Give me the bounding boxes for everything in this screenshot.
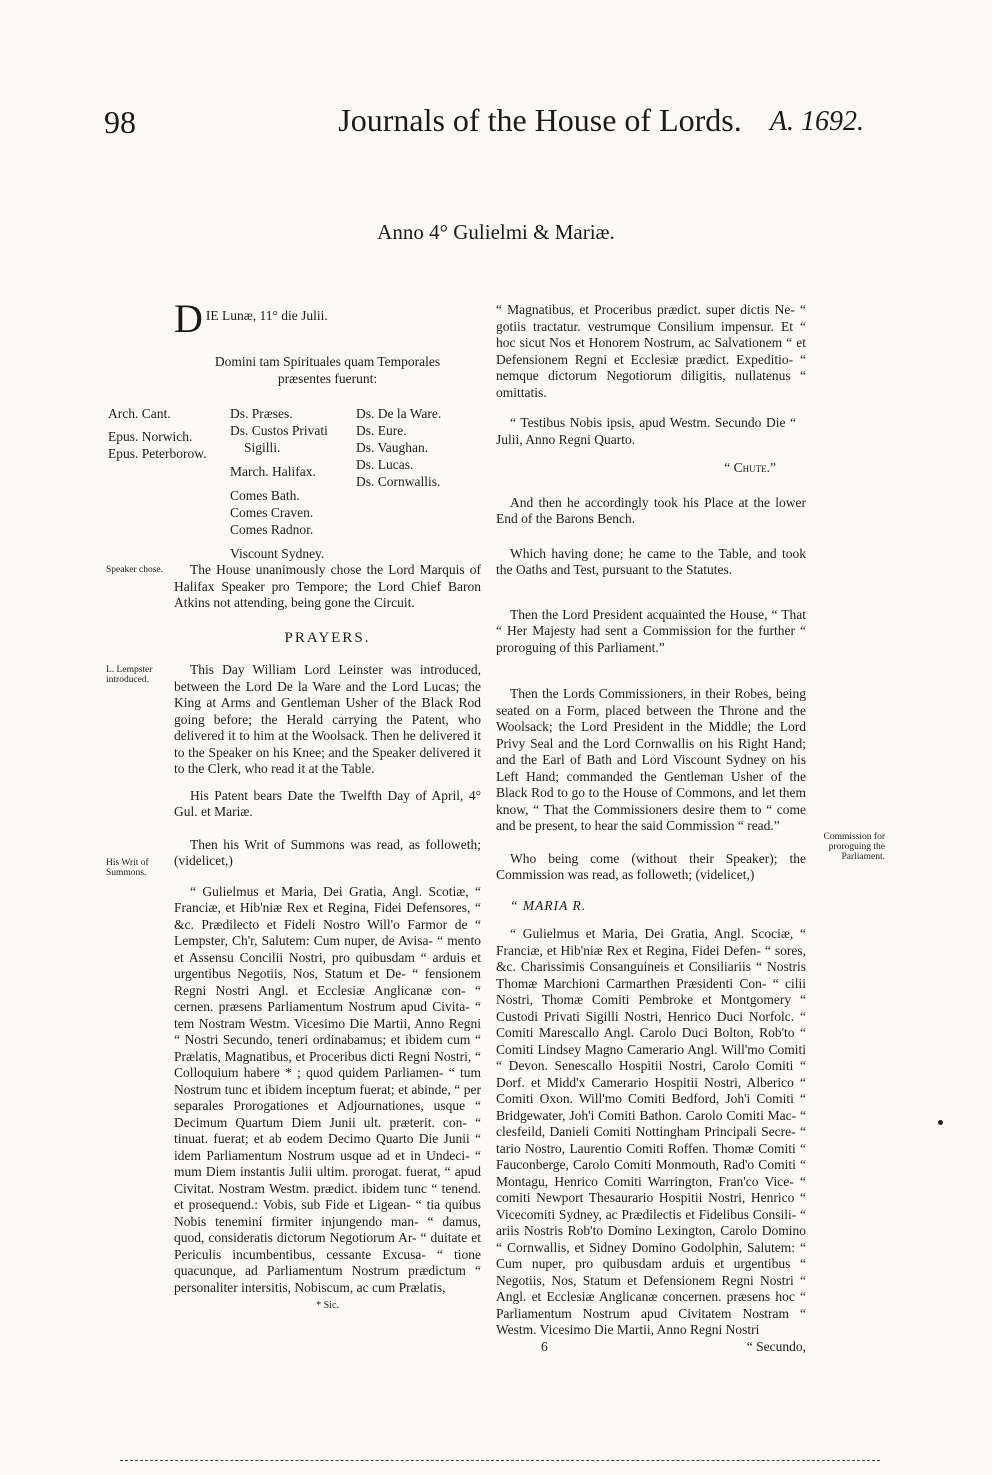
patent-paragraph: His Patent bears Date the Twelfth Day of April, 4° Gul. et Mariæ. xyxy=(174,787,481,819)
writ-intro: Then his Writ of Summons was read, as followeth; (videlicet,) xyxy=(174,836,481,868)
attendee: Ds. Præses. xyxy=(230,406,293,421)
place-paragraph: And then he accordingly took his Place at the lower End of the Barons Bench. xyxy=(496,494,806,526)
running-title: Journals of the House of Lords. xyxy=(338,102,742,138)
oaths-paragraph: Which having done; he came to the Table, and took the Oaths and Test, pursuant to the Statutes. xyxy=(496,545,806,577)
left-column xyxy=(174,300,481,387)
maria-heading: “ MARIA R. xyxy=(510,897,587,913)
commons-paragraph: Who being come (without their Speaker); the Commission was read, as followeth; (videlicet,) xyxy=(496,850,806,882)
present-heading: Domini tam Spirituales quam Temporales præsentes fuerunt: xyxy=(214,354,441,386)
writ-text: “ Gulielmus et Maria, Dei Gratia, Angl. Scotiæ, “ Franciæ, et Hib'niæ Rex et Regina, Fidei Defensores, “ &c. Prædilecto et Fideli Nostro Will'o Farmor de “ Lempster, Ch'r, Salutem: Cum nuper, de Avisa- “ mento et Assensu Concilii Nostri, pro quibusdam “ arduis et urgentibus Negotiis, Nos, Statum et De- “ fensionem Regni Nostri Angl. et Ecclesiæ Anglicanæ con- “ cernen. præsens Parliamentum Nostrum apud Civita- “ tem Nostram Westm. Vicesimo Die Martii, Anno Regni “ Nostri Secundo, teneri ordinabamus; et ibidem cum “ Prælatis, Magnatibus, et Proceribus dicti Regni Nostri, “ Colloquium habere * ; quod quidem Parliamen- “ tum Nostrum tunc et ibidem inceptum fuerat; et abinde, “ per separales Prorogationes et Adjournationes, usque “ Decimum Quartum Diem Junii ult. præterit. con- “ tinuat. fuerat; et ab eodem Decimo Quarto Die Junii “ idem Parliamentum Nostrum usque ad et in Undeci- “ mum Diem instantis Julii ultim. prorogat. fuerat, “ apud Civitat. Nostram Westm. prædict. ibidem tunc “ tenend. et prosequend.: Vobis, sub Fide et Ligean- “ tia quibus Nobis teneminí firmiter injungendo man- “ damus, quod, consideratis dictorum Negotiorum Ar- “ duitate et Periculis incumbentibus, cessante Excusa- “ tione quacunque, ad Parliamentum Nostrum prædictum “ personaliter intersitis, Nobiscum, ac cum Prælatis, xyxy=(174,883,481,1295)
attendee: Ds. Cornwallis. xyxy=(356,474,441,489)
attendee: Ds. Lucas. xyxy=(356,457,414,472)
margin-note-commission: Commission for proroguing the Parliament. xyxy=(823,832,885,862)
speaker-paragraph: The House unanimously chose the Lord Marquis of Halifax Speaker pro Tempore; the Lord Chief Baron Atkins not attending, being gone the Circuit. xyxy=(174,562,481,610)
footnote: * Sic. xyxy=(316,1300,339,1311)
president-paragraph: Then the Lord President acquainted the House, “ That “ Her Majesty had sent a Commission for the further “ proroguing of this Parliament.” xyxy=(496,606,806,655)
attendance-middle xyxy=(230,405,350,562)
attendee: Viscount Sydney. xyxy=(230,546,325,561)
ink-mark xyxy=(938,1120,943,1125)
signature-mark: 6 xyxy=(541,1338,548,1354)
bottom-rule xyxy=(120,1460,880,1461)
commission-text: “ Gulielmus et Maria, Dei Gratia, Angl. Scociæ, “ Franciæ, et Hib'niæ Rex et Regina, Fidei Defen- “ sores, &c. Charissimis Consanguineis et Consiliariis “ Nostris Thomæ Marchioni Carmarthen Præsidenti Con- “ cilii Nostri, Thomæ Comiti Pembroke et Montgomery “ Custodi Privati Sigilli Nostri, Henrico Duci Norfolc. “ Comiti Marescallo Angl. Carolo Duci Bolton, Rob'to “ Comiti Lindsey Magno Camerario Angl. Will'mo Comiti “ Devon. Senescallo Hospitii Nostri, Carolo Comiti “ Dorf. et Midd'x Camerario Hospitii Nostri, Alberico “ Comiti Oxon. Will'mo Comiti Bedford, Joh'i Comiti “ Bridgewater, Joh'i Comiti Bathon. Carolo Comiti Mac- “ clesfeild, Danieli Comiti Nottingham Principali Secre- “ tario Nostro, Laurentio Comiti Roffen. Thomæ Comiti “ Fauconberge, Carolo Comiti Monmouth, Rad'o Comiti “ Montagu, Henrico Comiti Warrington, Fran'co Vice- “ comiti Newport Thesaurario Hospitii Nostri, Henrico “ Vicecomiti Sydney, ac Prædilectis et Fidelibus Consili- “ ariis Nostris Rob'to Domino Lexington, Carolo Domino “ Cornwallis, et Sidney Domino Godolphin, Salutem: “ Cum nuper, pro quibusdam arduis et urgentibus “ Negotiis, Nos, Statum et Defensionem Regni Nostri “ Angl. et Ecclesiæ Anglicanæ concernen. præsens hoc “ Parliamentum Nostrum apud Civitatem Nostram “ Westm. Vicesimo Die Martii, Anno Regni Nostri xyxy=(496,926,806,1337)
left-column-body xyxy=(174,562,481,1315)
margin-note-lempster: L. Lempster introduced. xyxy=(106,665,153,685)
margin-note-speaker: Speaker chose. xyxy=(106,565,163,575)
attendee: Ds. De la Ware. xyxy=(356,406,442,421)
attendee: Epus. Norwich. xyxy=(108,429,193,444)
attendee: Ds. Eure. xyxy=(356,423,407,438)
attendee: Arch. Cant. xyxy=(108,406,171,421)
attendance-left xyxy=(108,405,208,462)
anno-heading: Anno 4° Gulielmi & Mariæ. xyxy=(377,220,615,244)
attendee: Epus. Peterborow. xyxy=(108,446,207,461)
margin-note-writ: His Writ of Summons. xyxy=(106,858,149,878)
teste-clause: “ Testibus Nobis ipsis, apud Westm. Secundo Die “ Julii, Anno Regni Quarto. xyxy=(496,415,796,447)
attendee: Ds. Custos Privati xyxy=(230,423,328,438)
writ-continuation: “ Magnatibus, et Proceribus prædict. super dictis Ne- “ gotiis tractatur. vestrumque Consilium impensur. Et “ hoc sicut Nos et Honorem Nostrum, ac Salvationem “ et Defensionem Regni et Ecclesiæ prædict. Expeditio- “ nemque dictorum Negotiorum diligitis, nullatenus “ omittatis. xyxy=(496,302,806,400)
introduction-paragraph: This Day William Lord Leinster was introduced, between the Lord De la Ware and the Lord Lucas; the King at Arms and Gentleman Usher of the Black Rod going before; the Herald carrying the Patent, who delivered it to him at the Woolsack. Then he delivered it to the Speaker on his Knee; and the Speaker delivered it to the Clerk, who read it at the Table. xyxy=(174,662,481,776)
attendee: Comes Radnor. xyxy=(230,522,314,537)
drop-cap: D xyxy=(174,300,203,336)
signature: “ Chute.” xyxy=(724,460,776,475)
attendee: Comes Bath. xyxy=(230,488,300,503)
commissioners-paragraph: Then the Lords Commissioners, in their Robes, being seated on a Form, placed between the Throne and the Woolsack; the Lord President in the Middle; the Lord Privy Seal and the Lord Cornwallis on his Right Hand; and the Earl of Bath and Lord Viscount Sydney on his Left Hand; commanded the Gentleman Usher of the Black Rod to go to the House of Commons, and let them know, “ That the Commissioners desire them to “ come and be present, to hear the said Commission “ read.” xyxy=(496,686,806,833)
attendee: Sigilli. xyxy=(244,440,281,455)
attendee: Ds. Vaughan. xyxy=(356,440,429,455)
attendee: Comes Craven. xyxy=(230,505,314,520)
session-date: IE Lunæ, 11° die Julii. xyxy=(205,308,328,323)
attendee: March. Halifax. xyxy=(230,464,316,479)
right-column-body xyxy=(496,302,806,1355)
prayers-heading: PRAYERS. xyxy=(284,629,371,646)
catchword: “ Secundo, xyxy=(746,1338,806,1354)
year-label: A. 1692. xyxy=(769,106,864,137)
page-number: 98 xyxy=(104,104,136,140)
attendance-right xyxy=(356,405,476,490)
